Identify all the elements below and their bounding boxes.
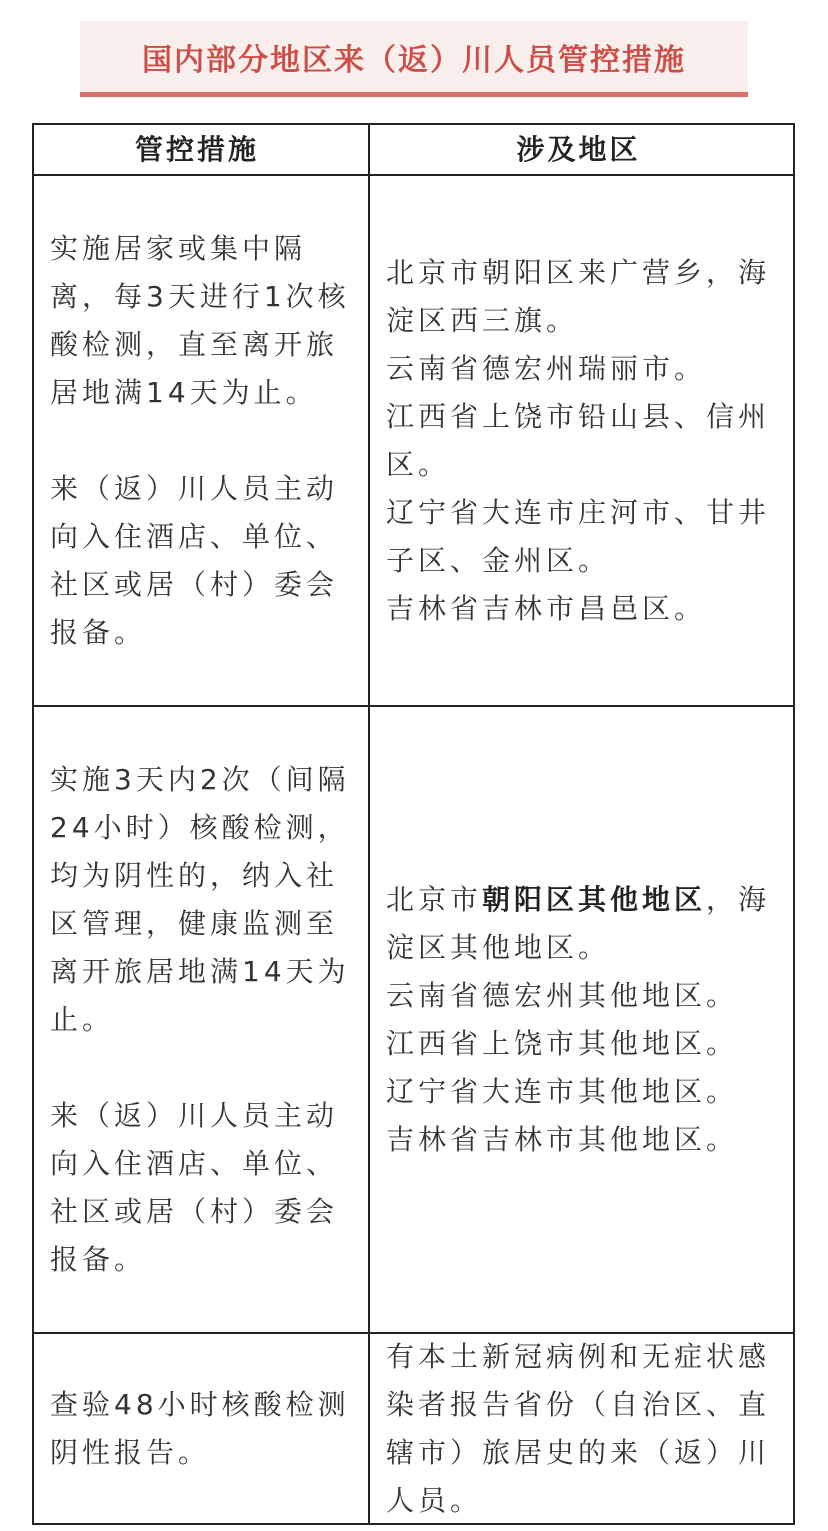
region-line: 吉林省吉林市昌邑区。 xyxy=(386,591,707,625)
measure-text: 实施居家或集中隔离，每3天进行1次核酸检测，直至离开旅居地满14天为止。 xyxy=(50,231,350,409)
region-line: 江西省上饶市其他地区。 xyxy=(386,1026,739,1060)
measures-cell xyxy=(34,176,370,705)
table-row xyxy=(34,176,793,707)
table-header-row xyxy=(34,125,793,176)
measure-text: 来（返）川人员主动向入住酒店、单位、社区或居（村）委会报备。 xyxy=(50,471,339,649)
column-header-regions: 涉及地区 xyxy=(516,132,641,166)
measures-table xyxy=(32,123,795,1525)
region-line: 江西省上饶市铅山县、信州区。 xyxy=(386,399,771,481)
measure-text: 查验48小时核酸检测阴性报告。 xyxy=(50,1387,350,1469)
regions-cell xyxy=(370,176,793,705)
region-line: 吉林省吉林市其他地区。 xyxy=(386,1122,739,1156)
regions-cell xyxy=(370,707,793,1332)
region-line xyxy=(386,876,787,972)
regions-cell xyxy=(370,1334,793,1523)
region-emphasis: 朝阳区其他地区 xyxy=(482,882,707,916)
measures-cell xyxy=(34,707,370,1332)
title-banner xyxy=(80,21,748,97)
table-row xyxy=(34,707,793,1334)
region-line: 云南省德宏州其他地区。 xyxy=(386,978,739,1012)
measures-cell xyxy=(34,1334,370,1523)
region-line: 辽宁省大连市庄河市、甘井子区、金州区。 xyxy=(386,495,771,577)
page-title: 国内部分地区来（返）川人员管控措施 xyxy=(142,42,686,78)
region-line: 北京市朝阳区来广营乡，海淀区西三旗。 xyxy=(386,255,771,337)
region-suffix: ，海淀区其他地区。 xyxy=(386,882,771,964)
measure-text: 来（返）川人员主动向入住酒店、单位、社区或居（村）委会报备。 xyxy=(50,1098,339,1276)
region-line: 有本土新冠病例和无症状感染者报告省份（自治区、直辖市）旅居史的来（返）川人员。 xyxy=(386,1339,771,1517)
measure-text: 实施3天内2次（间隔24小时）核酸检测，均为阴性的，纳入社区管理，健康监测至离开旅居地满14天为止。 xyxy=(50,762,350,1036)
region-line: 云南省德宏州瑞丽市。 xyxy=(386,351,707,385)
table-row xyxy=(34,1334,793,1523)
region-prefix: 北京市 xyxy=(386,882,483,916)
column-header-measures: 管控措施 xyxy=(34,125,370,174)
region-line: 辽宁省大连市其他地区。 xyxy=(386,1074,739,1108)
